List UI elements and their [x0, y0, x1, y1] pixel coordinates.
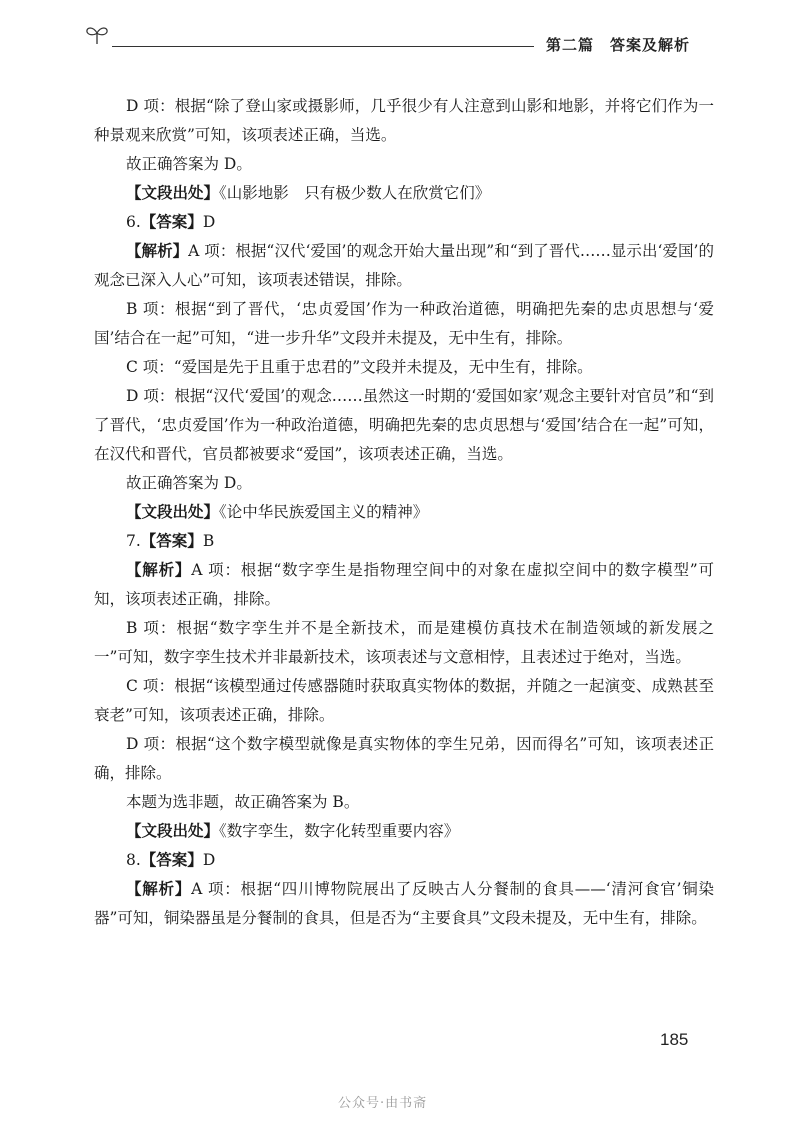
- source-tag: 【文段出处】: [126, 184, 220, 202]
- answer-tag: 【答案】: [140, 532, 203, 550]
- source-line: 【文段出处】《山影地影 只有极少数人在欣赏它们》: [126, 184, 491, 202]
- paragraph: 故正确答案为 D。: [126, 474, 252, 492]
- paragraph: D 项：根据“这个数字模型就像是真实物体的孪生兄弟，因而得名”可知，该项表述正确，排除。: [94, 735, 714, 782]
- page-header: [0, 0, 800, 70]
- paragraph: C 项：“爱国是先于且重于忠君的”文段并未提及，无中生有，排除。: [126, 358, 593, 376]
- page-number: 185: [660, 1030, 689, 1049]
- header-title: 第二篇 答案及解析: [546, 36, 691, 54]
- analysis-paragraph: 【解析】A 项：根据“数字孪生是指物理空间中的对象在虚拟空间中的数字模型”可知，该项表述正确，排除。: [94, 561, 714, 608]
- source-line: 【文段出处】《数字孪生，数字化转型重要内容》: [126, 822, 460, 840]
- analysis-paragraph: 【解析】A 项：根据“汉代‘爱国’的观念开始大量出现”和“到了晋代……显示出‘爱国’的观念已深入人心”可知，该项表述错误，排除。: [94, 242, 714, 289]
- paragraph: C 项：根据“该模型通过传感器随时获取真实物体的数据，并随之一起演变、成熟甚至衰老”可知，该项表述正确，排除。: [94, 677, 714, 724]
- paragraph: B 项：根据“数字孪生并不是全新技术，而是建模仿真技术在制造领域的新发展之一”可知，数字孪生技术并非最新技术，该项表述与文意相悖，且表述过于绝对，当选。: [94, 619, 714, 666]
- source-line: 【文段出处】《论中华民族爱国主义的精神》: [126, 503, 429, 521]
- paragraph: 本题为选非题，故正确答案为 B。: [126, 793, 360, 811]
- answer-content: [94, 92, 714, 933]
- answer-line: 6.【答案】D: [126, 213, 216, 231]
- answer-tag: 【答案】: [140, 213, 203, 231]
- analysis-paragraph: 【解析】A 项：根据“四川博物院展出了反映古人分餐制的食具——‘清河食官’铜染器”可知，铜染器虽是分餐制的食具，但是否为“主要食具”文段未提及，无中生有，排除。: [94, 880, 714, 927]
- analysis-tag: 【解析】: [126, 880, 192, 898]
- header-rule: [112, 46, 534, 47]
- sprout-icon: [84, 22, 110, 48]
- analysis-tag: 【解析】: [126, 242, 189, 260]
- answer-tag: 【答案】: [140, 851, 203, 869]
- watermark: 公众号·由书斋: [338, 1096, 428, 1111]
- source-tag: 【文段出处】: [126, 503, 220, 521]
- paragraph: D 项：根据“除了登山家或摄影师，几乎很少有人注意到山影和地影，并将它们作为一种景观来欣赏”可知，该项表述正确，当选。: [94, 97, 714, 144]
- paragraph: D 项：根据“汉代‘爱国’的观念……虽然这一时期的‘爱国如家’观念主要针对官员”和“到了晋代，‘忠贞爱国’作为一种政治道德，明确把先秦的忠贞思想与‘爱国’结合在一起”可知，在汉代和晋代，官员都被要求“爱国”，该项表述正确，当选。: [94, 387, 714, 463]
- answer-line: 7.【答案】B: [126, 532, 215, 550]
- paragraph: B 项：根据“到了晋代，‘忠贞爱国’作为一种政治道德，明确把先秦的忠贞思想与‘爱国’结合在一起”可知，“进一步升华”文段并未提及，无中生有，排除。: [94, 300, 714, 347]
- answer-line: 8.【答案】D: [126, 851, 216, 869]
- paragraph: 故正确答案为 D。: [126, 155, 252, 173]
- source-tag: 【文段出处】: [126, 822, 220, 840]
- analysis-tag: 【解析】: [126, 561, 192, 579]
